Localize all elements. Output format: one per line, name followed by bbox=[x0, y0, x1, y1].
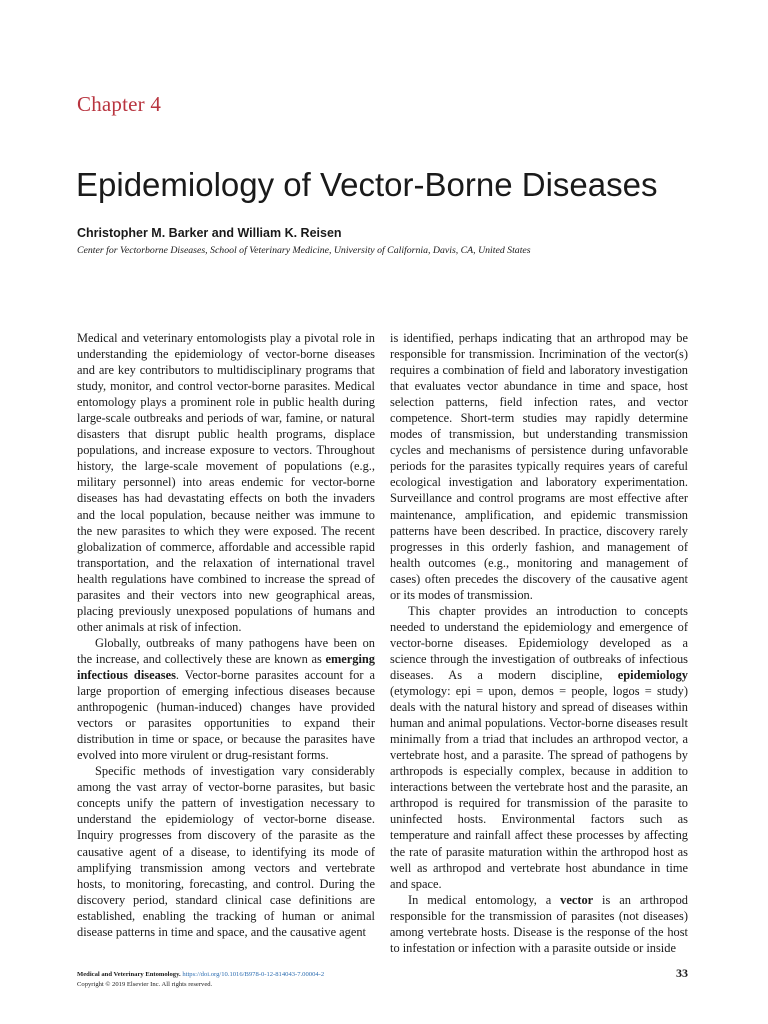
paragraph: This chapter provides an introduction to concepts needed to understand the epidemiology and emergence of vector-borne diseases. Epidemiology developed as a science through the investigation of outbreaks of infectious diseases. As a modern discipline, epidemiology (etymology: epi = upon, demos = people, logos = study) deals with the natural history and spread of diseases within human and animal populations. Vector-borne diseases result minimally from a triad that includes an arthropod vector, a vertebrate host, and a parasite. The spread of pathogens by arthropods is especially complex, because in addition to interactions between the vertebrate host and the parasite, an arthropod is required for transmission of the parasite to uninfected hosts. Environmental factors such as temperature and rainfall affect these processes by affecting the rate of parasite maturation within the arthropod host as well as arthropod and vertebrate host abundance in time and space. bbox=[390, 603, 688, 891]
right-column bbox=[390, 330, 688, 956]
paragraph: In medical entomology, a vector is an arthropod responsible for the transmission of parasites (not diseases) among vertebrate hosts. Disease is the response of the host to infestation or infection with a parasite outside or inside bbox=[390, 892, 688, 955]
paragraph: is identified, perhaps indicating that an arthropod may be responsible for transmission. Incrimination of the vector(s) requires a combination of field and laboratory investigation that evaluates vector abundance in time and space, host selection patterns, field infection rates, and vector competence. Short-term studies may rapidly determine modes of transmission, but understanding transmission cycles and mechanisms of persistence during unfavorable periods for the parasites typically requires years of careful ecological investigation and laboratory experimentation. Surveillance and control programs are most effective after maintenance, amplification, and epidemic transmission patterns have been described. In practice, discovery rarely progresses in this orderly fashion, and management of health outcomes (e.g., monitoring and management of cases) often precedes the discovery of the causative agent or its modes of transmission. bbox=[390, 331, 688, 602]
paragraph: Medical and veterinary entomologists play a pivotal role in understanding the epidemiology of vector-borne diseases and are key contributors to multidisciplinary programs that study, monitor, and control vector-borne parasites. Medical entomology plays a prominent role in public health during large-scale outbreaks and periods of war, famine, or natural disasters that disrupt public health programs, displace populations, and increase exposure to vectors. Throughout history, the large-scale movement of populations (e.g., military personnel) into areas endemic for vector-borne diseases has had devastating effects on both the invaders and the local population, because neither was immune to the new parasites to which they were exposed. The recent globalization of commerce, affordable and accessible rapid transportation, and the relaxation of international travel health regulations have combined to increase the spread of parasites and their vectors into new geographical areas, placing previously unexposed populations of humans and other animals at risk of infection. bbox=[77, 331, 375, 634]
authors: Christopher M. Barker and William K. Reisen bbox=[77, 226, 342, 240]
paragraph: Specific methods of investigation vary considerably among the vast array of vector-borne parasites, but basic concepts unify the pattern of investigation necessary to understand the epidemiology of vector-borne disease. Inquiry progresses from discovery of the parasite as the causative agent of a disease, to identifying its mode of amplifying transmission among vectors and vertebrate hosts, to monitoring, forecasting, and control. During the discovery period, standard clinical case definitions are established, enabling the tracking of human or animal disease patterns in time and space, and the causative agent bbox=[77, 764, 375, 939]
left-column bbox=[77, 330, 375, 940]
doi-link[interactable]: https://doi.org/10.1016/B978-0-12-814043-7.00004-2 bbox=[182, 971, 325, 978]
affiliation: Center for Vectorborne Diseases, School of Veterinary Medicine, University of California, Davis, CA, United States bbox=[77, 245, 531, 256]
chapter-title: Epidemiology of Vector-Borne Diseases bbox=[76, 166, 658, 203]
key-term: emerging infectious diseases bbox=[77, 651, 375, 682]
key-term: vector bbox=[560, 892, 594, 907]
key-term: epidemiology bbox=[617, 667, 688, 682]
chapter-label: Chapter 4 bbox=[77, 92, 162, 116]
footer bbox=[77, 970, 324, 990]
copyright: Copyright © 2019 Elsevier Inc. All rights reserved. bbox=[77, 981, 213, 988]
page-number: 33 bbox=[676, 966, 688, 980]
journal-name: Medical and Veterinary Entomology. bbox=[77, 971, 181, 978]
paragraph: Globally, outbreaks of many pathogens have been on the increase, and collectively these are known as emerging infectious diseases. Vector-borne parasites account for a large proportion of emerging infectious diseases because anthropogenic (human-induced) changes have provided vectors or parasites opportunities to expand their distribution in time or space, or because the parasites have evolved into more virulent or drug-resistant forms. bbox=[77, 635, 375, 763]
